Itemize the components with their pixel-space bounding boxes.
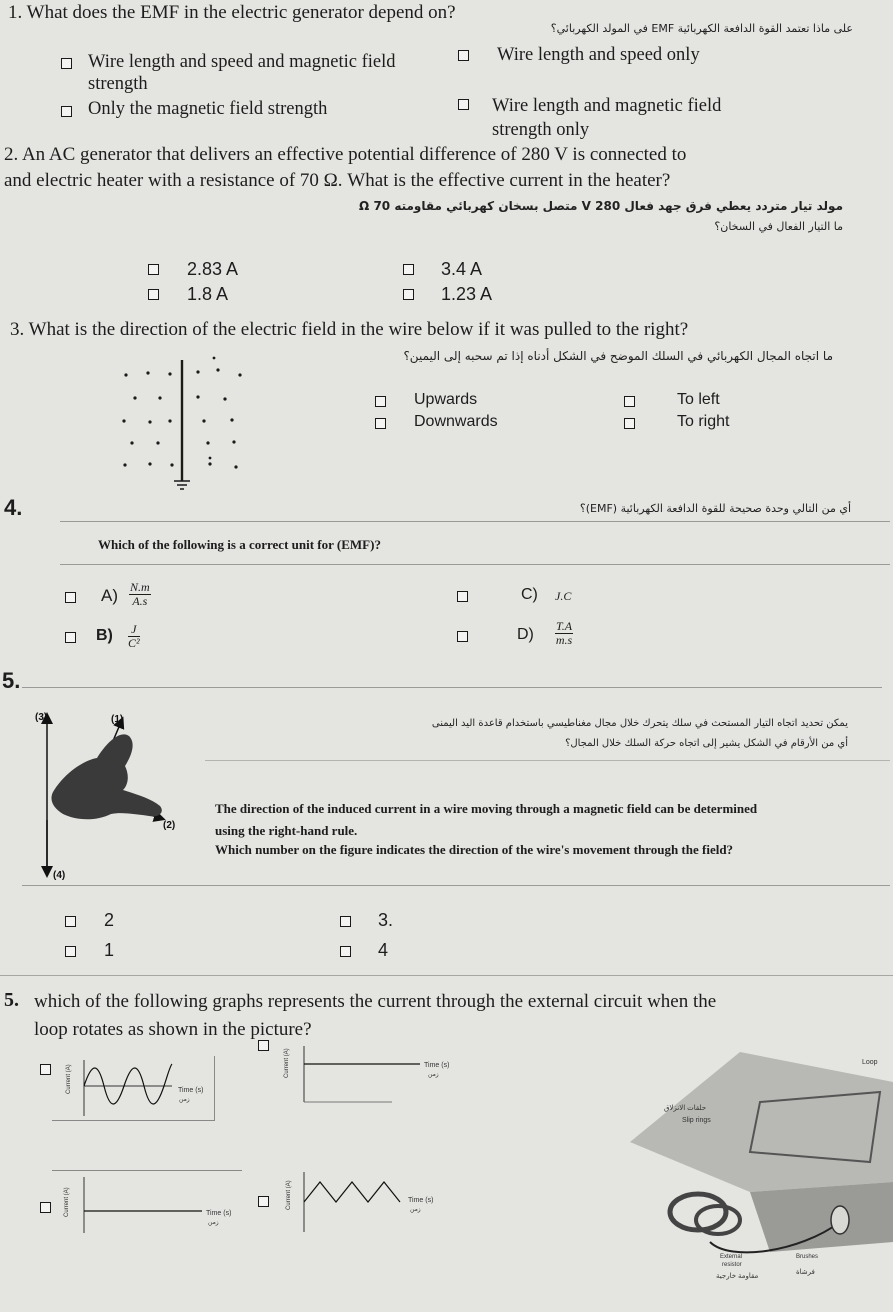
q4-option-b-checkbox[interactable] (65, 632, 76, 643)
q2-option-3-checkbox[interactable] (148, 289, 159, 300)
q3-option-3[interactable]: Downwards (414, 413, 498, 430)
q5-option-4[interactable]: 4 (378, 940, 389, 960)
q3-option-2-checkbox[interactable] (624, 396, 635, 407)
q6-number: 5. (4, 989, 19, 1011)
q2-title-line2: and electric heater with a resistance of 70 Ω. What is the effective current in the heater? (4, 170, 671, 191)
q1-option-3[interactable]: Only the magnetic field strength (88, 99, 328, 119)
q1-arabic: على ماذا تعتمد القوة الدافعة الكهربائية EMF في المولد الكهربائي؟ (550, 22, 853, 35)
divider (60, 521, 890, 522)
svg-text:Time (s): Time (s) (408, 1197, 434, 1204)
q2-arabic-line1: مولد تيار متردد يعطي فرق جهد فعال 280 V متصل بسخان كهربائي مقاومته 70 Ω (359, 199, 843, 213)
q2-arabic-line2: ما التيار الفعال في السخان؟ (714, 220, 843, 233)
svg-text:زمن: زمن (179, 1097, 190, 1103)
q3-title: 3. What is the direction of the electric field in the wire below if it was pulled to the right? (10, 319, 689, 340)
q2-option-2[interactable]: 3.4 A (441, 259, 483, 279)
q6-graph-flat-2 (52, 1171, 242, 1237)
bulb-icon (831, 1206, 849, 1234)
brushes-ar-label: فرشاة (796, 1269, 815, 1276)
q4-option-a-denominator: A.s (132, 594, 148, 608)
slip-ring-2 (696, 1206, 740, 1234)
q5-arabic-line1: يمكن تحديد اتجاه التيار المستحث في سلك يتحرك خلال مجال مغناطيسي باستخدام قاعدة اليد اليمنى (431, 718, 848, 729)
q6-option-a-checkbox[interactable] (40, 1064, 51, 1075)
q4-option-d-denominator: m.s (555, 633, 573, 647)
q5-option-2[interactable]: 3. (378, 910, 394, 930)
hand-label-1: (1) (111, 714, 124, 725)
q1-option-3-checkbox[interactable] (61, 106, 72, 117)
external-ar-label: مقاومة خارجية (716, 1273, 759, 1280)
brushes-label: Brushes (796, 1254, 819, 1260)
q5-text-line3: Which number on the figure indicates the direction of the wire's movement through the field? (215, 842, 734, 857)
divider (0, 975, 893, 976)
q4-option-b[interactable] (128, 623, 140, 650)
hand-label-2: (2) (163, 820, 176, 831)
q4-title: Which of the following is a correct unit for (EMF)? (98, 537, 381, 552)
q1-option-2-checkbox[interactable] (458, 50, 469, 61)
q2-title-line1: 2. An AC generator that delivers an effective potential difference of 280 V is connected to (4, 144, 687, 165)
q3-arabic: ما اتجاه المجال الكهربائي في السلك الموضح في الشكل أدناه إذا تم سحبه إلى اليمين؟ (403, 349, 833, 363)
q4-option-b-denominator: C² (128, 636, 140, 650)
q4-option-c[interactable]: J.C (555, 589, 572, 603)
q4-option-c-checkbox[interactable] (457, 591, 468, 602)
external-label: External (720, 1254, 743, 1260)
svg-text:Current (A): Current (A) (284, 1048, 290, 1078)
svg-text:Current (A): Current (A) (286, 1180, 292, 1210)
divider (60, 564, 890, 565)
q6-graph-rectified (272, 1168, 472, 1236)
q4-number: 4. (4, 495, 23, 520)
q4-option-a-numerator: N.m (130, 580, 150, 594)
q5-option-3-checkbox[interactable] (65, 946, 76, 957)
q1-option-1[interactable]: Wire length and speed and magnetic field strength (88, 52, 396, 94)
q6-option-b[interactable] (272, 1040, 472, 1108)
q6-title-line1: which of the following graphs represents the current through the external circuit when the (34, 991, 717, 1012)
q5-option-1-checkbox[interactable] (65, 916, 76, 927)
q6-option-d[interactable] (272, 1168, 472, 1236)
divider (205, 760, 890, 761)
q4-option-d[interactable] (555, 620, 573, 647)
q2-option-3[interactable]: 1.8 A (187, 284, 229, 304)
q2-option-4[interactable]: 1.23 A (441, 284, 493, 304)
svg-text:Time (s): Time (s) (424, 1062, 450, 1069)
q5-hand-figure (25, 700, 205, 885)
hand-silhouette (51, 734, 161, 819)
svg-text:Time (s): Time (s) (206, 1210, 232, 1217)
q2-option-2-checkbox[interactable] (403, 264, 414, 275)
q4-option-b-numerator: J (128, 623, 140, 637)
q3-option-1[interactable]: Upwards (414, 391, 478, 408)
q2-option-1-checkbox[interactable] (148, 264, 159, 275)
svg-text:زمن: زمن (428, 1072, 439, 1078)
slip-rings-label: Slip rings (682, 1117, 711, 1124)
q5-number: 5. (2, 668, 21, 693)
q5-text-line1: The direction of the induced current in a wire moving through a magnetic field can be determined (215, 801, 758, 816)
q4-option-d-checkbox[interactable] (457, 631, 468, 642)
q5-option-1[interactable]: 2 (104, 910, 115, 930)
q5-text-line2: using the right-hand rule. (215, 823, 358, 838)
q4-option-d-label[interactable]: D) (517, 626, 534, 643)
q4-option-d-numerator: T.A (556, 619, 573, 633)
divider (22, 687, 882, 688)
svg-text:Current (A): Current (A) (64, 1187, 70, 1217)
q6-generator-picture (600, 1042, 893, 1312)
q5-option-4-checkbox[interactable] (340, 946, 351, 957)
q3-wire-figure (110, 355, 260, 490)
resistor-label: resistor (722, 1262, 742, 1268)
q2-option-4-checkbox[interactable] (403, 289, 414, 300)
svg-text:Current (A): Current (A) (66, 1064, 72, 1094)
svg-text:زمن: زمن (208, 1220, 219, 1226)
q1-title: 1. What does the EMF in the electric generator depend on? (8, 2, 456, 23)
q3-option-2[interactable]: To left (677, 391, 720, 408)
q4-arabic: أي من التالي وحدة صحيحة للقوة الدافعة الكهربائية (EMF)؟ (579, 502, 851, 515)
q3-option-4-checkbox[interactable] (624, 418, 635, 429)
q1-option-1-checkbox[interactable] (61, 58, 72, 69)
loop-label: Loop (862, 1059, 878, 1066)
q6-option-d-checkbox[interactable] (258, 1196, 269, 1207)
q5-option-2-checkbox[interactable] (340, 916, 351, 927)
q6-graph-flat (272, 1040, 472, 1108)
q2-option-1[interactable]: 2.83 A (187, 259, 239, 279)
q1-option-2[interactable]: Wire length and speed only (497, 45, 700, 65)
q4-option-a[interactable] (129, 581, 151, 608)
q5-arabic-line2: أي من الأرقام في الشكل يشير إلى اتجاه حركة السلك خلال المجال؟ (565, 738, 848, 749)
q6-option-b-checkbox[interactable] (258, 1040, 269, 1051)
q6-option-a[interactable] (52, 1056, 215, 1121)
q1-option-4-checkbox[interactable] (458, 99, 469, 110)
hand-label-4: (4) (53, 870, 66, 881)
hand-label-3: (3) (35, 712, 48, 723)
q1-option-4[interactable]: Wire length and magnetic field strength only (492, 96, 722, 140)
q3-option-1-checkbox[interactable] (375, 396, 386, 407)
q6-title-line2: loop rotates as shown in the picture? (34, 1019, 312, 1040)
divider (22, 885, 890, 886)
q3-option-4[interactable]: To right (677, 413, 730, 430)
q6-option-c-checkbox[interactable] (40, 1202, 51, 1213)
svg-text:Time (s): Time (s) (178, 1087, 204, 1094)
q6-option-c[interactable] (52, 1170, 242, 1237)
q4-option-a-label[interactable]: A) (101, 586, 118, 605)
q3-option-3-checkbox[interactable] (375, 418, 386, 429)
q4-option-c-label[interactable]: C) (521, 586, 538, 603)
q5-option-3[interactable]: 1 (104, 940, 115, 960)
magnet-block (630, 1052, 893, 1192)
svg-text:زمن: زمن (410, 1207, 421, 1213)
q4-option-b-label[interactable]: B) (96, 627, 113, 644)
q4-option-a-checkbox[interactable] (65, 592, 76, 603)
q6-graph-sine (52, 1056, 214, 1120)
slip-rings-ar-label: حلقات الانزلاق (664, 1105, 707, 1112)
